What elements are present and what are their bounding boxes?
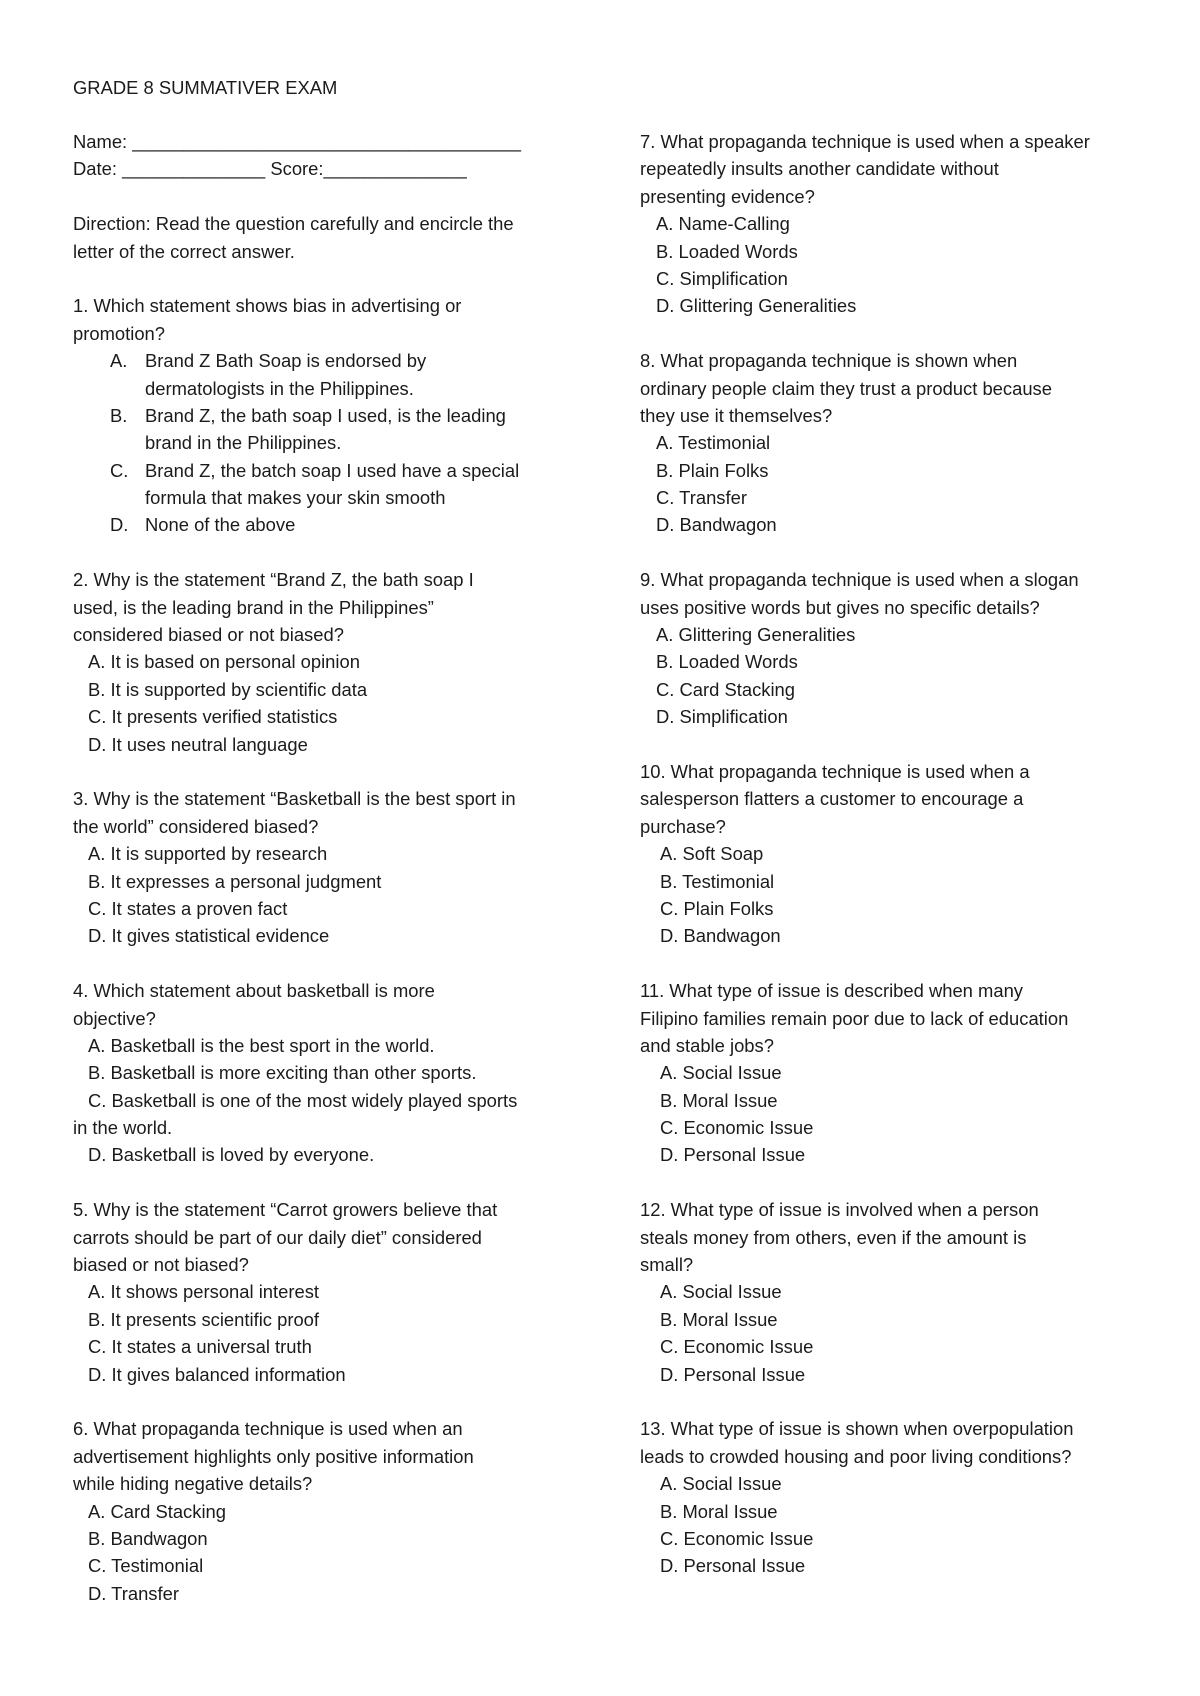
question-9: [640, 566, 1090, 730]
question-text: promotion?: [73, 322, 166, 344]
choice-letter: C.: [110, 459, 129, 481]
choice-b: B. Loaded Words: [656, 651, 798, 673]
choice-c: C. Card Stacking: [656, 678, 796, 700]
choice-b: B. Loaded Words: [656, 240, 798, 262]
date-score-line: Date: ______________ Score:______________: [73, 158, 467, 180]
choice-b: [73, 402, 521, 429]
question-text: objective?: [73, 1007, 156, 1029]
question-1: [73, 292, 521, 539]
exam-title: GRADE 8 SUMMATIVER EXAM: [73, 77, 338, 98]
question-text: steals money from others, even if the amount is: [640, 1226, 1027, 1248]
name-field-line: Name: ______________________________________: [73, 131, 521, 152]
question-text: ordinary people claim they trust a product because: [640, 377, 1052, 399]
question-text: 12. What type of issue is involved when a person: [640, 1199, 1039, 1221]
choice-a: A. Social Issue: [660, 1281, 782, 1303]
question-text: considered biased or not biased?: [73, 624, 344, 646]
choice-c: [73, 457, 521, 484]
question-text: 7. What propaganda technique is used when a speaker: [640, 131, 1090, 152]
question-7: [640, 128, 1090, 320]
right-column: [640, 128, 1090, 1580]
left-column: [73, 128, 521, 1607]
choice-c: C. Economic Issue: [660, 1336, 814, 1358]
question-text: 2. Why is the statement “Brand Z, the bath soap I: [73, 569, 474, 591]
question-text: leads to crowded housing and poor living conditions?: [640, 1445, 1072, 1467]
choice-c-cont: in the world.: [73, 1117, 173, 1139]
choice-c: C. Simplification: [656, 267, 788, 289]
choice-b: B. Bandwagon: [88, 1527, 208, 1549]
question-text: 13. What type of issue is shown when overpopulation: [640, 1418, 1074, 1440]
question-13: [640, 1415, 1090, 1579]
question-text: 10. What propaganda technique is used when a: [640, 760, 1030, 782]
choice-text: dermatologists in the Philippines.: [145, 377, 414, 399]
question-text: uses positive words but gives no specific details?: [640, 596, 1040, 618]
choice-a: A. Soft Soap: [660, 843, 764, 865]
direction-text-cont: letter of the correct answer.: [73, 240, 295, 262]
direction-text: Direction: Read the question carefully and encircle the: [73, 213, 514, 235]
question-text: 3. Why is the statement “Basketball is the best sport in: [73, 788, 516, 810]
choice-b: B. Moral Issue: [660, 1089, 778, 1111]
question-text: while hiding negative details?: [73, 1473, 313, 1495]
choice-a: A. Testimonial: [656, 432, 771, 454]
question-text: used, is the leading brand in the Philippines”: [73, 596, 434, 618]
choice-d: D. Transfer: [88, 1582, 179, 1604]
choice-c: C. It states a universal truth: [88, 1336, 312, 1358]
choice-b: B. Moral Issue: [660, 1500, 778, 1522]
question-2: [73, 566, 521, 758]
choice-d: D. Bandwagon: [660, 925, 781, 947]
question-5: [73, 1196, 521, 1388]
question-text: presenting evidence?: [640, 185, 815, 207]
choice-letter: B.: [110, 404, 128, 426]
question-6: [73, 1415, 521, 1607]
choice-b: B. Testimonial: [660, 870, 775, 892]
question-4: [73, 977, 521, 1169]
choice-c: C. Basketball is one of the most widely played sports: [88, 1089, 518, 1111]
choice-b: B. It is supported by scientific data: [88, 678, 368, 700]
choice-text: None of the above: [145, 514, 296, 536]
question-text: they use it themselves?: [640, 404, 833, 426]
choice-c: C. It states a proven fact: [88, 897, 288, 919]
choice-c: C. Plain Folks: [660, 897, 774, 919]
question-11: [640, 977, 1090, 1169]
choice-a: [73, 347, 521, 374]
choice-b: B. It presents scientific proof: [88, 1308, 320, 1330]
choice-c: C. Economic Issue: [660, 1527, 814, 1549]
choice-d: D. It gives statistical evidence: [88, 925, 330, 947]
choice-c: C. Transfer: [656, 487, 747, 509]
choice-a: A. Glittering Generalities: [656, 624, 856, 646]
choice-c: C. Economic Issue: [660, 1117, 814, 1139]
choice-a: A. Social Issue: [660, 1062, 782, 1084]
question-text: 11. What type of issue is described when many: [640, 980, 1023, 1002]
choice-d: [73, 511, 521, 538]
question-text: purchase?: [640, 815, 726, 837]
choice-a: A. It shows personal interest: [88, 1281, 320, 1303]
choice-d: D. It uses neutral language: [88, 733, 308, 755]
question-text: 9. What propaganda technique is used when a slogan: [640, 569, 1079, 591]
choice-a: A. It is based on personal opinion: [88, 651, 360, 673]
choice-d: D. It gives balanced information: [88, 1363, 346, 1385]
choice-d: D. Basketball is loved by everyone.: [88, 1144, 375, 1166]
choice-letter: A.: [110, 350, 128, 372]
choice-text: brand in the Philippines.: [145, 432, 342, 454]
question-8: [640, 347, 1090, 539]
question-text: biased or not biased?: [73, 1254, 249, 1276]
choice-text: Brand Z, the bath soap I used, is the leading: [145, 404, 506, 426]
choice-d: D. Personal Issue: [660, 1144, 806, 1166]
choice-b: B. Moral Issue: [660, 1308, 778, 1330]
choice-a: A. Card Stacking: [88, 1500, 226, 1522]
question-12: [640, 1196, 1090, 1388]
choice-c: C. It presents verified statistics: [88, 706, 338, 728]
choice-a: A. Basketball is the best sport in the world.: [88, 1034, 435, 1056]
choice-a: A. Name-Calling: [656, 213, 790, 235]
choice-c: C. Testimonial: [88, 1555, 204, 1577]
question-text: the world” considered biased?: [73, 815, 319, 837]
choice-b: B. It expresses a personal judgment: [88, 870, 382, 892]
question-text: carrots should be part of our daily diet” considered: [73, 1226, 482, 1248]
question-text: advertisement highlights only positive information: [73, 1445, 474, 1467]
question-10: [640, 758, 1090, 950]
choice-b: B. Plain Folks: [656, 459, 769, 481]
question-text: repeatedly insults another candidate without: [640, 158, 999, 180]
choice-text: Brand Z Bath Soap is endorsed by: [145, 350, 427, 372]
choice-a: A. It is supported by research: [88, 843, 328, 865]
choice-d: D. Bandwagon: [656, 514, 777, 536]
question-text: salesperson flatters a customer to encourage a: [640, 788, 1024, 810]
question-text: Filipino families remain poor due to lack of education: [640, 1007, 1069, 1029]
choice-d: D. Simplification: [656, 706, 788, 728]
choice-text: formula that makes your skin smooth: [145, 487, 446, 509]
question-text: 1. Which statement shows bias in advertising or: [73, 295, 462, 317]
choice-a: A. Social Issue: [660, 1473, 782, 1495]
choice-d: D. Personal Issue: [660, 1363, 806, 1385]
question-text: 4. Which statement about basketball is more: [73, 980, 435, 1002]
question-text: and stable jobs?: [640, 1034, 774, 1056]
choice-b: B. Basketball is more exciting than other sports.: [88, 1062, 477, 1084]
question-text: small?: [640, 1254, 694, 1276]
question-text: 8. What propaganda technique is shown when: [640, 350, 1018, 372]
choice-text: Brand Z, the batch soap I used have a special: [145, 459, 520, 481]
question-text: 6. What propaganda technique is used when an: [73, 1418, 463, 1440]
choice-d: D. Personal Issue: [660, 1555, 806, 1577]
choice-d: D. Glittering Generalities: [656, 295, 857, 317]
question-text: 5. Why is the statement “Carrot growers believe that: [73, 1199, 498, 1221]
choice-letter: D.: [110, 514, 129, 536]
question-3: [73, 785, 521, 949]
